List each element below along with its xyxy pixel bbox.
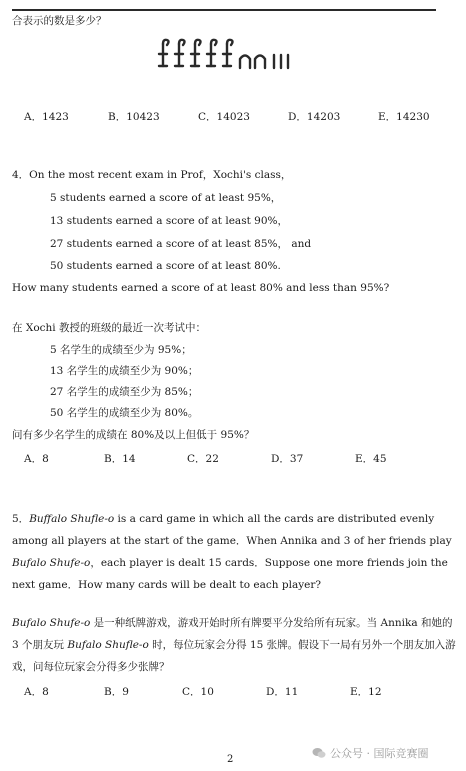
q5-text: 时，每位玩家会分得 15 张牌。假设下一局有另外一个朋友加入游戏，问每位玩家会分得多少张牌？ [12, 639, 456, 673]
page-number: 2 [227, 754, 234, 765]
q4-question-en: How many students earned a score of at least 80% and less than 95%? [12, 282, 390, 294]
q3-option-c: C．14023 [198, 111, 250, 123]
q5-option-d: D．11 [266, 686, 299, 698]
q5-option-e: E．12 [350, 686, 382, 698]
heel-glyph [255, 56, 265, 69]
q4-line-en: 5 students earned a score of at least 95%， [50, 192, 282, 204]
q5-paragraph-en [12, 508, 456, 596]
q3-option-a: A．1423 [24, 111, 69, 123]
heel-glyph [240, 56, 250, 69]
watermark-text: 公众号 · 国际竞赛圈 [330, 747, 429, 760]
q5-game-title: Bufalo Shufe-o [12, 617, 91, 629]
lotus-glyph [207, 40, 217, 66]
q4-question-cn: 问有多少名学生的成绩在 80%及以上但低于 95%？ [12, 429, 255, 441]
q4-line-en: 50 students earned a score of at least 80%. [50, 260, 281, 272]
q4-option-e: E．45 [355, 453, 387, 465]
q4-line-cn: 13 名学生的成绩至少为 90%； [50, 365, 199, 377]
q4-intro-cn: 在 Xochi 教授的班级的最近一次考试中： [12, 322, 206, 334]
lotus-glyph [159, 40, 169, 66]
q4-line-en: 27 students earned a score of at least 85%， and [50, 238, 312, 250]
q3-question-cn: 合表示的数是多少？ [12, 15, 107, 27]
q4-line-cn: 50 名学生的成绩至少为 80%。 [50, 407, 199, 419]
q4-intro-en: 4．On the most recent exam in Prof，Xochi's class， [12, 169, 292, 181]
q4-line-en: 13 students earned a score of at least 90%， [50, 215, 288, 227]
q5-text: 是一种纸牌游戏，游戏开始时所有牌要平分发给所有玩家。当 Annika 和她的 3 个朋友玩 [12, 617, 453, 651]
q5-text: is a card game in which all the cards are distributed evenly among all players at the start of the game．When Annika and 3 of her friends play [12, 513, 452, 547]
egyptian-numeral-figure [157, 38, 307, 74]
q5-game-title: Bufalo Shufle-o [67, 639, 149, 651]
q5-game-title: Bufalo Shufe-o [12, 557, 91, 569]
q4-option-b: B．14 [104, 453, 136, 465]
lotus-glyph [191, 40, 201, 66]
watermark [312, 745, 429, 761]
q5-paragraph-cn [12, 612, 456, 678]
q4-line-cn: 27 名学生的成绩至少为 85%； [50, 386, 199, 398]
lotus-glyph [223, 40, 233, 66]
q4-option-a: A．8 [24, 453, 49, 465]
q5-number: 5． [12, 513, 30, 525]
q3-option-b: B．10423 [108, 111, 160, 123]
q3-option-e: E．14230 [378, 111, 430, 123]
lotus-glyph [175, 40, 185, 66]
q5-text: ，each player is dealt 15 cards．Suppose one more friends join the next game．How many cards will be dealt to each player? [12, 557, 448, 591]
q5-option-a: A．8 [24, 686, 49, 698]
q4-option-d: D．37 [271, 453, 304, 465]
q4-option-c: C．22 [187, 453, 219, 465]
q5-option-b: B．9 [104, 686, 129, 698]
q3-option-d: D．14203 [288, 111, 341, 123]
wechat-icon [312, 746, 326, 760]
q4-line-cn: 5 名学生的成绩至少为 95%； [50, 344, 192, 356]
top-rule [12, 9, 436, 11]
q5-option-c: C．10 [182, 686, 214, 698]
q5-game-title: Buffalo Shufle-o [29, 513, 115, 525]
